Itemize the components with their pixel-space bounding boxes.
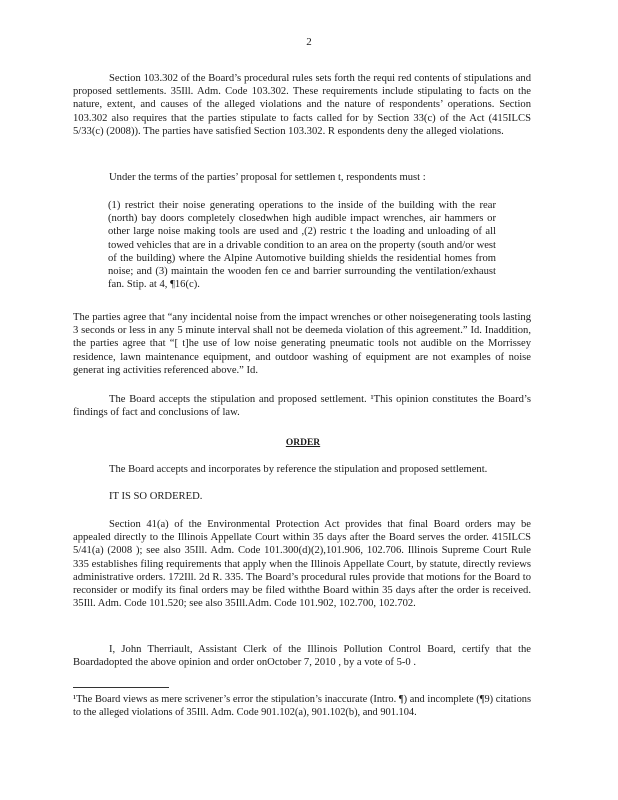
paragraph-board-incorporates: The Board accepts and incorporates by reference the stipulation and proposed settlement. [109, 464, 488, 475]
block-quote-settlement-terms: (1) restrict their noise generating operations to the inside of the building with the rear (north) bay doors completely closedwhen high audible impact wrenches, air hammers or other large noise making tools are used and ,(2) restric t the loading and unloading of all towed vehicles that are in a drivable condition to an area on the property (south and/or west of the building) where the Alpine Automotive building shields the residential homes from noise; and (3) maintain the wooden fen ce and barrier surrounding the ventilation/exhaust fan. Stip. at 4, ¶16(c). [108, 200, 496, 291]
paragraph-clerk-certification: I, John Therriault, Assistant Clerk of the Illinois Pollution Control Board, certify that the Boardadopted the above opinion and order onOctober 7, 2010 , by a vote of 5-0 . [73, 644, 531, 669]
footnote-1: ¹The Board views as mere scrivener’s error the stipulation’s inaccurate (Intro. ¶) and incomplete (¶9) citations to the alleged violations of 35Ill. Adm. Code 901.102(a), 901.102(b), and 901.104. [73, 694, 531, 719]
paragraph-appeal-rights: Section 41(a) of the Environmental Protection Act provides that final Board orders may be appealed directly to the Illinois Appellate Court within 35 days after the Board serves the order. 415ILCS 5/41(a) (2008 ); see also 35Ill. Adm. Code 101.300(d)(2),101.906, 102.706. Illinois Supreme Court Rule 335 establishes filing requirements that apply when the Illinois Appellate Court, by statute, directly reviews administrative orders. 172Ill. 2d R. 335. The Board’s procedural rules provide that motions for the Board to reconsider or modify its final orders may be filed withthe Board within 35 days after the order is received. 35Ill. Adm. Code 101.520; see also 35Ill.Adm. Code 101.902, 102.700, 102.702. [73, 519, 531, 610]
order-heading: ORDER [285, 438, 321, 448]
paragraph-parties-agree: The parties agree that “any incidental noise from the impact wrenches or other noisegenerating tools lasting 3 seconds or less in any 5 minute interval shall not be deemeda violation of this agreement.” Id. Inaddition, the parties agree that “[ t]he use of low noise generating pneumatic tools not audible on the Morrissey residence, lawn maintenance equipment, and outdoor washing of equipment are not examples of noise generat ing activities referenced above.” Id. [73, 312, 531, 376]
footnote-separator [73, 687, 169, 688]
page-number: 2 [306, 36, 312, 48]
paragraph-settlement-intro: Under the terms of the parties’ proposal for settlemen t, respondents must : [109, 172, 426, 183]
paragraph-stipulation-requirements: Section 103.302 of the Board’s procedural rules sets forth the requi red contents of stipulations and proposed settlements. 35Ill. Adm. Code 103.302. These requirements include stipulating to facts on the nature, extent, and causes of the alleged violations and the nature of respondents’ operations. Section 103.302 also requires that the parties stipulate to facts called for by Section 33(c) of the Act (415ILCS 5/33(c) (2008)). The parties have satisfied Section 103.302. R espondents deny the alleged violations. [73, 73, 531, 137]
paragraph-so-ordered: IT IS SO ORDERED. [109, 491, 203, 502]
paragraph-board-accepts: The Board accepts the stipulation and proposed settlement. ¹This opinion constitutes the Board’s findings of fact and conclusions of law. [73, 394, 531, 419]
